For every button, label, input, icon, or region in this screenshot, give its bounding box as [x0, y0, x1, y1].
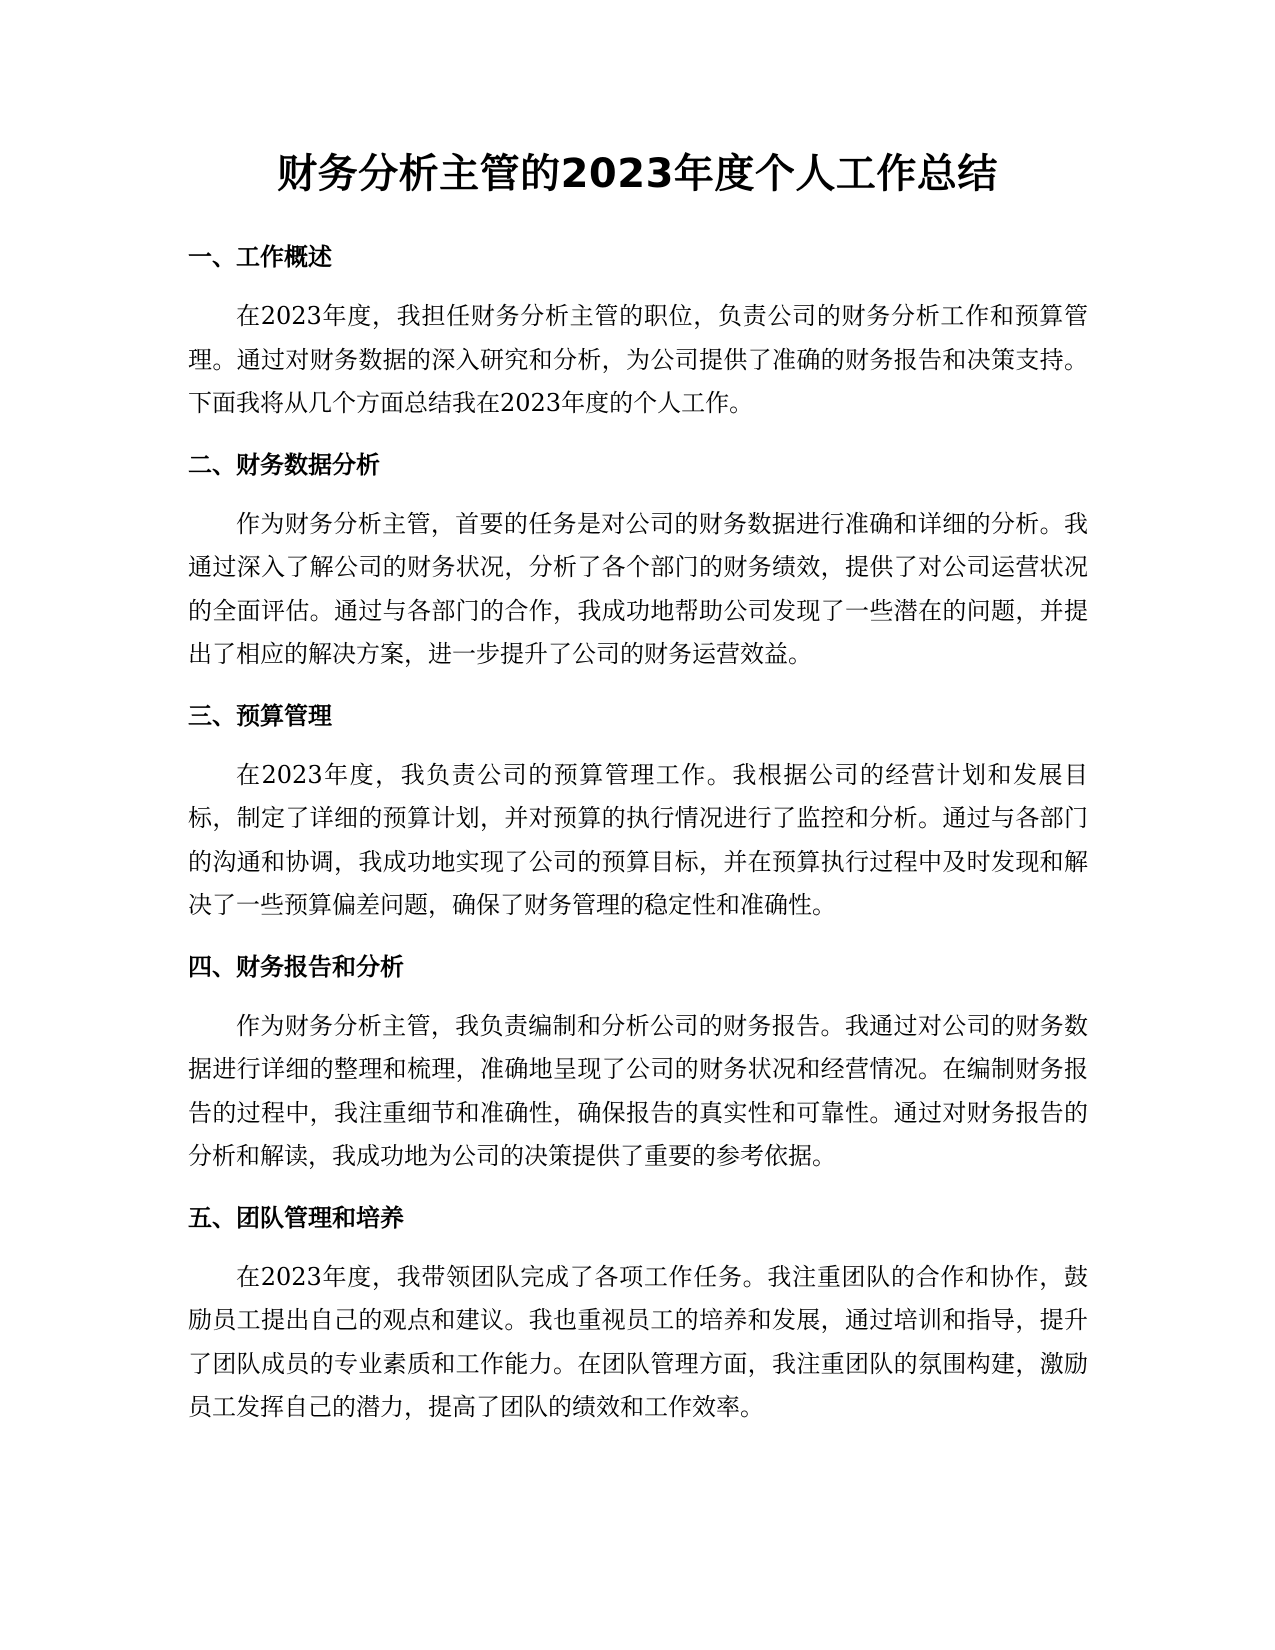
section-team-management: [188, 1201, 1088, 1430]
section-heading: 四、财务报告和分析: [188, 952, 404, 981]
section-financial-data-analysis: [188, 448, 1088, 677]
section-heading: 二、财务数据分析: [188, 450, 380, 479]
document-body: [188, 240, 1088, 1452]
section-paragraph: 在2023年度，我担任财务分析主管的职位，负责公司的财务分析工作和预算管理。通过对财务数据的深入研究和分析，为公司提供了准确的财务报告和决策支持。下面我将从几个方面总结我在2023年度的个人工作。: [188, 302, 1088, 417]
section-heading: 一、工作概述: [188, 243, 332, 271]
section-heading: 五、团队管理和培养: [188, 1203, 404, 1232]
section-financial-reporting: [188, 950, 1088, 1179]
section-paragraph: 作为财务分析主管，首要的任务是对公司的财务数据进行准确和详细的分析。我通过深入了解公司的财务状况，分析了各个部门的财务绩效，提供了对公司运营状况的全面评估。通过与各部门的合作，我成功地帮助公司发现了一些潜在的问题，并提出了相应的解决方案，进一步提升了公司的财务运营效益。: [188, 509, 1088, 668]
document-title: 财务分析主管的2023年度个人工作总结: [277, 151, 998, 197]
section-paragraph: 在2023年度，我负责公司的预算管理工作。我根据公司的经营计划和发展目标，制定了详细的预算计划，并对预算的执行情况进行了监控和分析。通过与各部门的沟通和协调，我成功地实现了公司的预算目标，并在预算执行过程中及时发现和解决了一些预算偏差问题，确保了财务管理的稳定性和准确性。: [188, 760, 1088, 919]
section-budget-management: [188, 699, 1088, 928]
section-paragraph: 在2023年度，我带领团队完成了各项工作任务。我注重团队的合作和协作，鼓励员工提出自己的观点和建议。我也重视员工的培养和发展，通过培训和指导，提升了团队成员的专业素质和工作能力。在团队管理方面，我注重团队的氛围构建，激励员工发挥自己的潜力，提高了团队的绩效和工作效率。: [188, 1262, 1088, 1421]
section-heading: 三、预算管理: [188, 701, 332, 730]
section-work-overview: [188, 240, 1088, 426]
section-paragraph: 作为财务分析主管，我负责编制和分析公司的财务报告。我通过对公司的财务数据进行详细的整理和梳理，准确地呈现了公司的财务状况和经营情况。在编制财务报告的过程中，我注重细节和准确性，确保报告的真实性和可靠性。通过对财务报告的分析和解读，我成功地为公司的决策提供了重要的参考依据。: [188, 1011, 1088, 1170]
